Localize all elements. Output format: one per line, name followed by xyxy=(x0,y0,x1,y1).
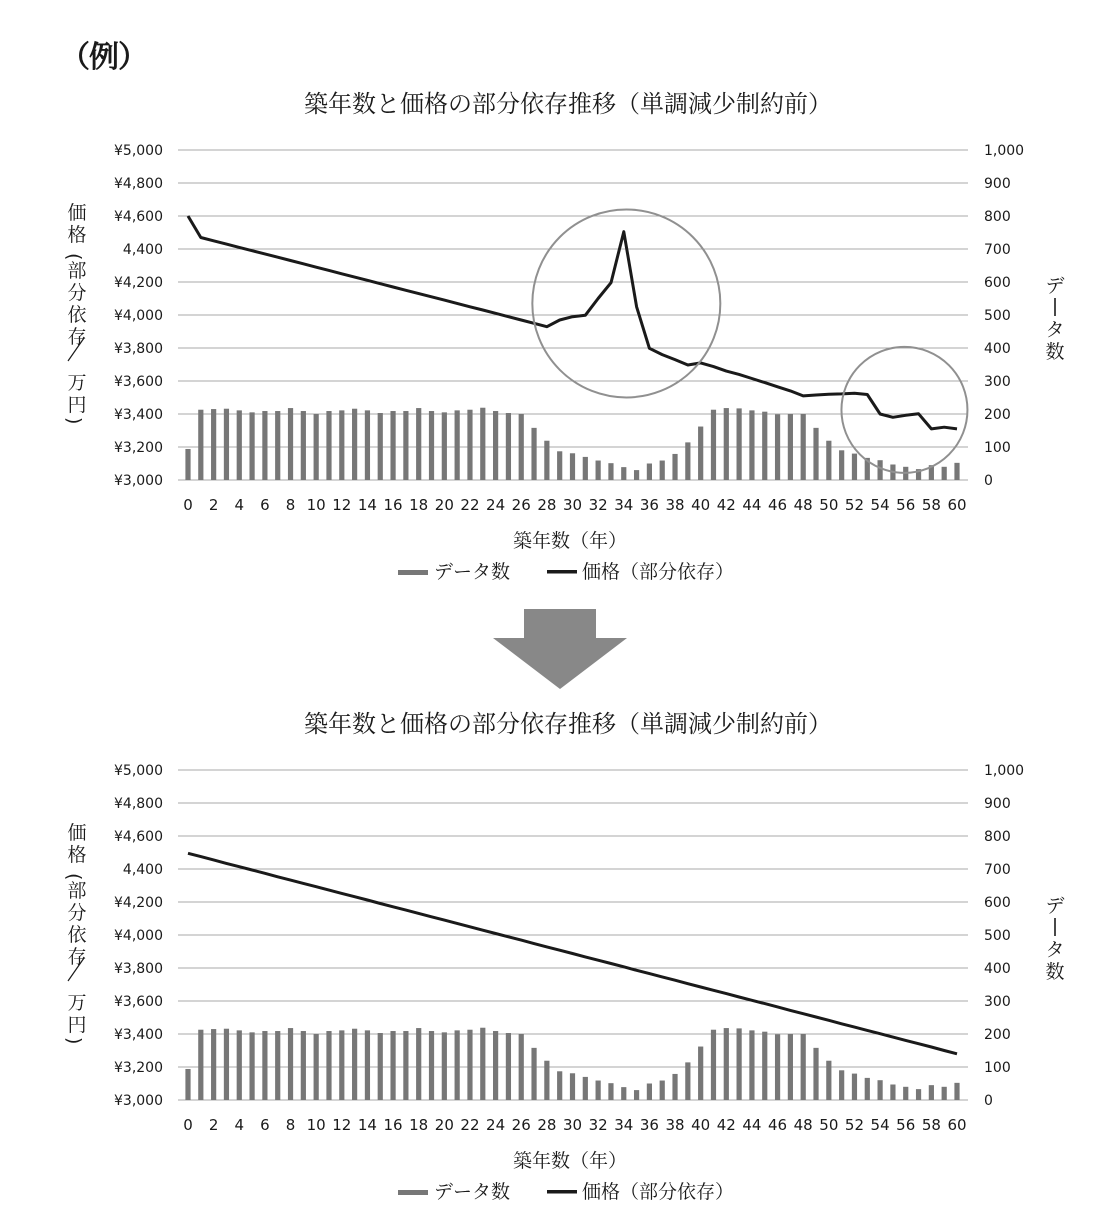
y-left-tick-label: ¥5,000 xyxy=(114,763,163,779)
bar xyxy=(262,411,267,480)
y-right-tick-label: 0 xyxy=(984,473,993,489)
y-left-tick-label: ¥4,000 xyxy=(114,928,163,944)
bar xyxy=(314,1034,319,1100)
x-tick-label: 48 xyxy=(793,496,813,514)
line-series-price xyxy=(188,216,957,429)
bar xyxy=(685,1062,690,1100)
y-right-tick-label: 800 xyxy=(984,209,1011,225)
svg-text:分: 分 xyxy=(67,282,87,304)
y-right-tick-label: 1,000 xyxy=(984,763,1025,779)
x-tick-label: 44 xyxy=(742,496,762,514)
bar xyxy=(852,454,857,480)
x-axis-label: 築年数（年） xyxy=(512,530,628,552)
bar xyxy=(826,441,831,480)
y-right-tick-label: 600 xyxy=(984,895,1011,911)
legend-label-price: 価格（部分依存） xyxy=(582,1181,735,1203)
svg-text:存: 存 xyxy=(67,946,87,968)
bar xyxy=(570,1073,575,1100)
svg-text:円: 円 xyxy=(67,394,87,416)
x-tick-label: 60 xyxy=(947,496,967,514)
y-right-tick-label: 100 xyxy=(984,440,1011,456)
bar xyxy=(288,408,293,480)
bar xyxy=(839,1070,844,1100)
x-tick-label: 18 xyxy=(409,496,429,514)
legend xyxy=(398,1181,734,1203)
bar xyxy=(801,1034,806,1100)
svg-text:): ) xyxy=(63,417,85,425)
bar xyxy=(647,464,652,481)
bar xyxy=(852,1074,857,1100)
y-left-axis-label xyxy=(63,202,87,424)
y-right-tick-label: 100 xyxy=(984,1060,1011,1076)
x-tick-label: 56 xyxy=(896,496,916,514)
svg-text:数: 数 xyxy=(1045,961,1065,983)
x-tick-label: 46 xyxy=(768,496,788,514)
bar xyxy=(621,467,626,480)
bar xyxy=(813,428,818,480)
bar xyxy=(762,1032,767,1100)
y-left-axis-label xyxy=(63,822,87,1044)
bar xyxy=(224,1029,229,1100)
x-tick-label: 30 xyxy=(562,1116,583,1134)
y-left-tick-label: ¥3,400 xyxy=(114,407,163,423)
svg-text:タ: タ xyxy=(1045,319,1065,341)
bar xyxy=(198,410,203,480)
bar xyxy=(442,1032,447,1100)
x-tick-label: 48 xyxy=(793,1116,813,1134)
legend-label-data-count: データ数 xyxy=(434,1181,511,1203)
bar xyxy=(390,1031,395,1100)
x-tick-label: 24 xyxy=(486,496,506,514)
y-right-tick-label: 1,000 xyxy=(984,143,1025,159)
bar xyxy=(621,1087,626,1100)
bar xyxy=(185,1069,190,1100)
x-tick-label: 50 xyxy=(819,496,839,514)
bar xyxy=(467,1030,472,1100)
bar xyxy=(903,1087,908,1100)
bar xyxy=(288,1028,293,1100)
x-tick-label: 20 xyxy=(434,496,454,514)
legend-line-swatch xyxy=(547,1190,577,1194)
x-tick-label: 14 xyxy=(357,1116,377,1134)
svg-text:万: 万 xyxy=(67,372,87,394)
bar xyxy=(531,428,536,480)
y-left-tick-label: ¥3,600 xyxy=(114,374,163,390)
bar xyxy=(672,454,677,480)
bar xyxy=(711,1030,716,1100)
svg-text:格: 格 xyxy=(67,844,87,866)
x-tick-label: 14 xyxy=(357,496,377,514)
bar xyxy=(813,1048,818,1100)
bar xyxy=(365,410,370,480)
x-tick-label: 46 xyxy=(768,1116,788,1134)
y-right-tick-label: 400 xyxy=(984,961,1011,977)
bar xyxy=(596,461,601,480)
x-tick-label: 0 xyxy=(183,1116,193,1134)
bar xyxy=(749,1030,754,1100)
bar xyxy=(480,1028,485,1100)
bar xyxy=(942,467,947,480)
bar xyxy=(429,411,434,480)
y-right-tick-label: 0 xyxy=(984,1093,993,1109)
bar xyxy=(583,457,588,480)
bar xyxy=(698,1047,703,1100)
svg-text:価: 価 xyxy=(67,202,87,224)
y-right-tick-label: 700 xyxy=(984,862,1011,878)
bar xyxy=(711,410,716,480)
y-right-tick-label: 700 xyxy=(984,242,1011,258)
x-tick-label: 12 xyxy=(332,496,352,514)
x-tick-label: 24 xyxy=(486,1116,506,1134)
bar xyxy=(826,1061,831,1100)
y-right-axis-label xyxy=(1045,895,1064,983)
legend-line-swatch xyxy=(547,570,577,574)
x-tick-label: 34 xyxy=(614,1116,634,1134)
y-right-tick-label: 200 xyxy=(984,407,1011,423)
bar xyxy=(519,1034,524,1100)
bar xyxy=(801,414,806,480)
x-tick-label: 20 xyxy=(434,1116,454,1134)
x-tick-label: 16 xyxy=(383,496,403,514)
y-right-tick-label: 900 xyxy=(984,176,1011,192)
svg-text:): ) xyxy=(63,1037,85,1045)
svg-text:存: 存 xyxy=(67,326,87,348)
bar xyxy=(301,1031,306,1100)
x-tick-label: 12 xyxy=(332,1116,352,1134)
bar xyxy=(596,1081,601,1100)
bar xyxy=(788,414,793,480)
x-tick-label: 4 xyxy=(234,1116,245,1134)
y-left-tick-label: ¥4,800 xyxy=(114,176,163,192)
bar xyxy=(326,411,331,480)
bar xyxy=(185,449,190,480)
x-tick-label: 26 xyxy=(511,496,531,514)
x-tick-label: 52 xyxy=(844,496,865,514)
x-tick-label: 4 xyxy=(234,496,245,514)
y-left-tick-label: ¥4,200 xyxy=(114,275,163,291)
highlight-circle xyxy=(841,347,967,473)
x-axis-label: 築年数（年） xyxy=(512,1150,628,1172)
bar xyxy=(660,461,665,480)
x-tick-label: 54 xyxy=(870,1116,890,1134)
y-right-tick-label: 300 xyxy=(984,374,1011,390)
x-tick-label: 32 xyxy=(588,1116,608,1134)
bar xyxy=(378,413,383,480)
bar xyxy=(314,414,319,480)
bar xyxy=(416,1028,421,1100)
x-tick-label: 2 xyxy=(208,1116,219,1134)
chart-title: 築年数と価格の部分依存推移（単調減少制約前） xyxy=(304,90,832,118)
svg-text:万: 万 xyxy=(67,992,87,1014)
bar xyxy=(878,1080,883,1100)
y-left-tick-label: 4,400 xyxy=(122,242,163,258)
y-left-tick-label: ¥3,600 xyxy=(114,994,163,1010)
bar xyxy=(275,411,280,480)
bar xyxy=(570,453,575,480)
bar xyxy=(249,1032,254,1100)
bar xyxy=(365,1030,370,1100)
bar xyxy=(519,414,524,480)
x-tick-label: 28 xyxy=(537,496,557,514)
svg-text:デ: デ xyxy=(1045,275,1065,297)
x-tick-label: 0 xyxy=(183,496,193,514)
bar xyxy=(788,1034,793,1100)
x-tick-label: 58 xyxy=(921,496,941,514)
chart-title: 築年数と価格の部分依存推移（単調減少制約前） xyxy=(304,710,832,738)
legend-label-data-count: データ数 xyxy=(434,561,511,583)
bar xyxy=(954,463,959,480)
bar xyxy=(237,1030,242,1100)
bar xyxy=(608,463,613,480)
y-right-axis-label xyxy=(1045,275,1064,363)
bar xyxy=(480,408,485,480)
bar xyxy=(672,1074,677,1100)
x-tick-label: 10 xyxy=(306,496,326,514)
legend-bar-swatch xyxy=(398,1190,428,1195)
x-tick-label: 42 xyxy=(716,1116,736,1134)
bar xyxy=(262,1031,267,1100)
bar xyxy=(493,411,498,480)
y-right-tick-label: 200 xyxy=(984,1027,1011,1043)
svg-text:数: 数 xyxy=(1045,341,1065,363)
x-tick-label: 60 xyxy=(947,1116,967,1134)
bar xyxy=(378,1033,383,1100)
chart-after xyxy=(0,700,1102,1220)
x-tick-label: 52 xyxy=(844,1116,865,1134)
bar xyxy=(544,1061,549,1100)
x-tick-label: 26 xyxy=(511,1116,531,1134)
y-left-tick-label: ¥3,200 xyxy=(114,1060,163,1076)
y-left-tick-label: ¥4,600 xyxy=(114,209,163,225)
x-tick-label: 40 xyxy=(691,1116,711,1134)
bar xyxy=(608,1083,613,1100)
bar xyxy=(724,1028,729,1100)
x-tick-label: 8 xyxy=(285,1116,296,1134)
y-left-tick-label: ¥4,600 xyxy=(114,829,163,845)
y-left-tick-label: ¥3,200 xyxy=(114,440,163,456)
svg-text:円: 円 xyxy=(67,1014,87,1036)
svg-text:(: ( xyxy=(63,253,85,261)
x-tick-label: 22 xyxy=(460,1116,480,1134)
y-right-tick-label: 500 xyxy=(984,308,1011,324)
bar xyxy=(339,410,344,480)
bar xyxy=(557,451,562,480)
svg-text:部: 部 xyxy=(67,880,87,902)
bar xyxy=(775,1034,780,1100)
svg-text:デ: デ xyxy=(1045,895,1065,917)
x-tick-label: 30 xyxy=(562,496,583,514)
bar xyxy=(390,411,395,480)
bar xyxy=(416,408,421,480)
y-right-tick-label: 300 xyxy=(984,994,1011,1010)
bar xyxy=(698,427,703,480)
svg-text:依: 依 xyxy=(67,924,87,946)
x-tick-label: 22 xyxy=(460,496,480,514)
bar xyxy=(493,1031,498,1100)
x-tick-label: 56 xyxy=(896,1116,916,1134)
bar xyxy=(429,1031,434,1100)
bar xyxy=(275,1031,280,1100)
bar xyxy=(211,1029,216,1100)
bar-series-data-count xyxy=(185,408,959,480)
bar xyxy=(916,1089,921,1100)
bar xyxy=(890,1084,895,1100)
bar xyxy=(326,1031,331,1100)
y-left-tick-label: ¥4,800 xyxy=(114,796,163,812)
bar xyxy=(403,1031,408,1100)
y-right-tick-label: 800 xyxy=(984,829,1011,845)
x-tick-label: 50 xyxy=(819,1116,839,1134)
y-left-tick-label: ¥3,400 xyxy=(114,1027,163,1043)
x-tick-label: 18 xyxy=(409,1116,429,1134)
bar xyxy=(442,412,447,480)
bar xyxy=(737,408,742,480)
x-tick-label: 40 xyxy=(691,496,711,514)
bar xyxy=(839,450,844,480)
bar xyxy=(544,441,549,480)
bar xyxy=(749,410,754,480)
x-tick-label: 16 xyxy=(383,1116,403,1134)
y-left-tick-label: ¥4,200 xyxy=(114,895,163,911)
bar xyxy=(455,410,460,480)
x-tick-label: 58 xyxy=(921,1116,941,1134)
bar xyxy=(737,1028,742,1100)
bar xyxy=(660,1081,665,1100)
x-tick-label: 10 xyxy=(306,1116,326,1134)
x-tick-label: 34 xyxy=(614,496,634,514)
bar xyxy=(929,1085,934,1100)
x-tick-label: 44 xyxy=(742,1116,762,1134)
bar xyxy=(224,409,229,480)
svg-text:部: 部 xyxy=(67,260,87,282)
bar xyxy=(531,1048,536,1100)
bar xyxy=(211,409,216,480)
x-tick-label: 6 xyxy=(260,496,270,514)
bar xyxy=(352,409,357,480)
y-left-tick-label: ¥3,000 xyxy=(114,1093,163,1109)
bar xyxy=(455,1030,460,1100)
bar xyxy=(878,460,883,480)
x-tick-label: 36 xyxy=(639,496,659,514)
svg-text:分: 分 xyxy=(67,902,87,924)
bar xyxy=(775,414,780,480)
bar xyxy=(954,1083,959,1100)
bar xyxy=(685,442,690,480)
bar xyxy=(403,411,408,480)
bar xyxy=(352,1029,357,1100)
x-tick-label: 42 xyxy=(716,496,736,514)
x-tick-label: 8 xyxy=(285,496,296,514)
x-tick-label: 6 xyxy=(260,1116,270,1134)
y-left-tick-label: ¥3,000 xyxy=(114,473,163,489)
svg-text:依: 依 xyxy=(67,304,87,326)
line-series-price xyxy=(188,853,957,1054)
bar xyxy=(249,412,254,480)
bar xyxy=(339,1030,344,1100)
x-tick-label: 54 xyxy=(870,496,890,514)
bar xyxy=(506,413,511,480)
svg-text:タ: タ xyxy=(1045,939,1065,961)
bar xyxy=(506,1033,511,1100)
x-tick-label: 28 xyxy=(537,1116,557,1134)
bar xyxy=(467,410,472,480)
y-left-tick-label: ¥5,000 xyxy=(114,143,163,159)
x-tick-label: 38 xyxy=(665,1116,685,1134)
bar xyxy=(865,1078,870,1100)
example-heading: （例） xyxy=(60,40,147,75)
bar xyxy=(198,1030,203,1100)
chart-before xyxy=(0,80,1102,600)
bar xyxy=(634,1090,639,1100)
y-right-tick-label: 900 xyxy=(984,796,1011,812)
svg-text:(: ( xyxy=(63,873,85,881)
y-left-tick-label: ¥3,800 xyxy=(114,961,163,977)
y-left-tick-label: ¥3,800 xyxy=(114,341,163,357)
x-tick-label: 36 xyxy=(639,1116,659,1134)
bar xyxy=(583,1077,588,1100)
bar xyxy=(942,1087,947,1100)
y-right-tick-label: 500 xyxy=(984,928,1011,944)
y-left-tick-label: 4,400 xyxy=(122,862,163,878)
svg-text:格: 格 xyxy=(67,224,87,246)
legend xyxy=(398,561,734,583)
bar xyxy=(301,411,306,480)
x-tick-label: 38 xyxy=(665,496,685,514)
bar xyxy=(647,1084,652,1101)
bar xyxy=(724,408,729,480)
y-left-tick-label: ¥4,000 xyxy=(114,308,163,324)
x-tick-label: 2 xyxy=(208,496,219,514)
bar-series-data-count xyxy=(185,1028,959,1100)
svg-text:価: 価 xyxy=(67,822,87,844)
y-right-tick-label: 400 xyxy=(984,341,1011,357)
bar xyxy=(762,412,767,480)
bar xyxy=(557,1071,562,1100)
legend-bar-swatch xyxy=(398,570,428,575)
x-tick-label: 32 xyxy=(588,496,608,514)
legend-label-price: 価格（部分依存） xyxy=(582,561,735,583)
y-right-tick-label: 600 xyxy=(984,275,1011,291)
bar xyxy=(634,470,639,480)
down-arrow-icon xyxy=(0,600,1102,700)
bar xyxy=(237,410,242,480)
